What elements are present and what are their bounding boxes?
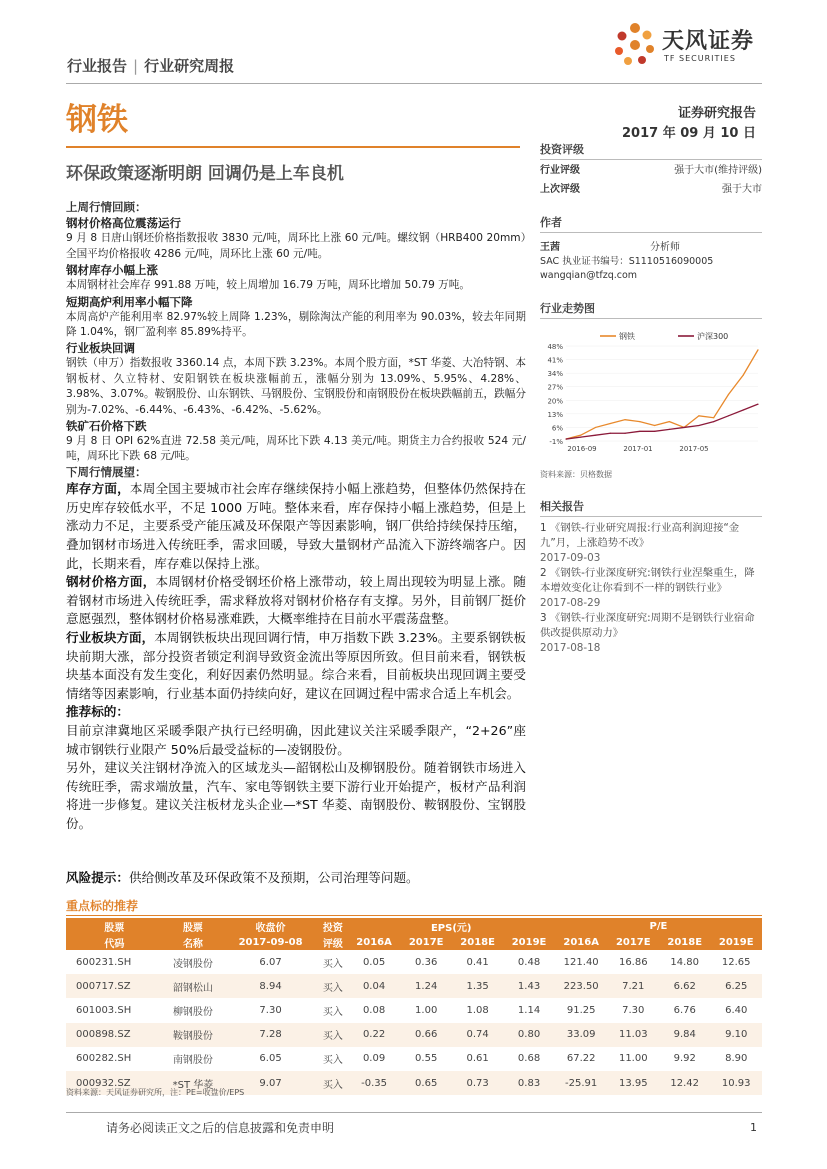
table-cell: 0.36: [415, 956, 438, 968]
footer-divider: [66, 1112, 762, 1113]
table-cell: 9.92: [673, 1053, 696, 1065]
table-cell: 8.94: [223, 974, 318, 998]
risk-text: 供给侧改革及环保政策不及预期，公司治理等问题。: [128, 870, 419, 885]
legend-label: 沪深300: [697, 332, 729, 341]
main-content: [66, 200, 526, 834]
table-cell: 0.73: [452, 1071, 503, 1095]
outlook-paragraph: [66, 629, 526, 703]
data-point: [728, 415, 729, 416]
table-header: 收盘价: [223, 918, 318, 934]
title-divider: [66, 146, 520, 148]
report-date: 2017 年 09 月 10 日: [622, 126, 756, 141]
recommend-table: [66, 918, 762, 1095]
related-report[interactable]: [540, 521, 762, 566]
table-cell: 买入: [322, 1055, 343, 1067]
chart-source: 资料来源：贝格数据: [540, 470, 612, 479]
breadcrumb-separator: |: [133, 57, 139, 75]
table-cell: 0.48: [517, 956, 541, 968]
related-report-date: 2017-09-03: [540, 552, 601, 564]
table-cell: 0.66: [400, 1023, 451, 1047]
outlook-text: 本周全国主要城市社会库存继续保持小幅上涨趋势，但整体仍然保持在历史库存较低水平，不足 1000 万吨。整体来看，库存保持小幅上涨趋势，但是上涨动力不足，主要系受产能压减及环保限产等因素影响，钢厂供给持续保持压缩，叠加钢材市场进入传统旺季，需求回暖，导致大量钢材产品流入下游终端客户。因此，长期来看，库存难以保持上涨。: [66, 481, 527, 571]
table-row: [66, 998, 762, 1022]
table-cell: 67.22: [566, 1053, 596, 1065]
data-point: [654, 431, 655, 432]
table-header: 评级: [318, 934, 348, 950]
table-cell: 0.80: [503, 1023, 554, 1047]
table-cell: 33.09: [555, 1023, 608, 1047]
table-cell: 11.03: [608, 1023, 659, 1047]
table-cell: 柳钢股份: [172, 1006, 213, 1018]
page-title: 环保政策逐渐明朗 回调仍是上车良机: [66, 164, 344, 184]
table-cell: 0.41: [466, 956, 489, 968]
table-cell: 0.08: [362, 1004, 386, 1016]
table-header: EPS(元): [348, 918, 555, 934]
risk-warning: [66, 867, 419, 886]
y-tick-label: 6%: [551, 424, 563, 433]
table-header: 名称: [163, 934, 223, 950]
report-type: 证券研究报告: [677, 106, 756, 121]
table-cell: 0.22: [348, 1023, 401, 1047]
table-header: 2017-09-08: [223, 934, 318, 950]
section-text: 本周高炉产能利用率 82.97%较上周降 1.23%，剔除淘汰产能的利用率为 90.03%，较去年同期降 1.04%，钢厂盈利率 85.89%持平。: [66, 310, 526, 339]
table-cell: 鞍钢股份: [163, 1023, 223, 1047]
related-panel: [540, 498, 762, 656]
table-header: 投资: [318, 918, 348, 934]
table-row: [66, 950, 762, 974]
table-cell: 600231.SH: [76, 956, 132, 968]
table-cell: 1.00: [415, 1004, 438, 1016]
section-text: 9 月 8 日 OPI 62%直进 72.58 美元/吨，周环比下跌 4.13 美元/吨。期货主力合约报收 524 元/吨，周环比下跌 68 元/吨。: [66, 435, 526, 463]
table-cell: 9.10: [710, 1023, 762, 1047]
table-header: 2019E: [503, 934, 554, 950]
table-cell: 韶钢松山: [163, 974, 223, 998]
x-tick-label: 2017-01: [623, 445, 653, 453]
rating-panel: [540, 141, 762, 199]
sector-title: 钢铁: [66, 102, 128, 138]
table-cell: 8.90: [725, 1053, 748, 1065]
table-cell: 6.25: [710, 974, 762, 998]
table-cell: 6.40: [725, 1004, 748, 1016]
author-cert: SAC 执业证书编号：S1110516090005: [540, 256, 714, 267]
data-point: [669, 429, 670, 430]
table-cell: 12.65: [721, 956, 751, 968]
data-point: [580, 435, 581, 436]
table-row: [66, 1023, 762, 1047]
table-cell: 7.30: [622, 1004, 645, 1016]
brand-name: 天风证券: [662, 29, 755, 54]
table-cell: 000717.SZ: [66, 974, 163, 998]
table-header: 2016A: [348, 934, 401, 950]
table-cell: 223.50: [555, 974, 608, 998]
y-tick-label: 20%: [547, 397, 563, 406]
related-report-date: 2017-08-18: [540, 642, 601, 654]
related-report-date: 2017-08-29: [540, 597, 601, 609]
table-header: 2017E: [400, 934, 451, 950]
table-cell: 7.28: [223, 1023, 318, 1047]
table-header: 股票: [66, 918, 163, 934]
table-cell: 10.93: [710, 1071, 762, 1095]
table-header: 股票: [163, 918, 223, 934]
x-tick-label: 2016-09: [567, 445, 597, 453]
table-header: 2018E: [452, 934, 503, 950]
data-point: [743, 374, 744, 375]
table-header: P/E: [555, 918, 762, 934]
data-point: [698, 425, 699, 426]
table-source: 资料来源：天风证券研究所，注：PE=收盘价/EPS: [66, 1088, 245, 1097]
data-point: [713, 417, 714, 418]
table-cell: 0.83: [503, 1071, 554, 1095]
table-cell: 13.95: [608, 1071, 659, 1095]
table-cell: 0.05: [362, 956, 386, 968]
data-point: [639, 421, 640, 422]
table-divider: [66, 915, 762, 916]
table-cell: 14.80: [670, 956, 700, 968]
table-cell: 买入: [322, 958, 343, 970]
table-cell: 000932.SZ: [66, 1071, 163, 1095]
page-number: 1: [750, 1121, 757, 1134]
section-title: 钢材库存小幅上涨: [66, 263, 158, 278]
table-cell: 000898.SZ: [66, 1023, 163, 1047]
y-tick-label: -1%: [549, 438, 563, 446]
table-cell: 凌钢股份: [172, 958, 213, 970]
data-point: [654, 425, 655, 426]
data-point: [757, 404, 758, 405]
author-name: 王茜: [540, 242, 560, 253]
y-tick-label: 41%: [547, 356, 563, 365]
y-tick-label: 34%: [547, 370, 563, 379]
trend-heading: 行业走势图: [540, 300, 762, 319]
table-cell: 9.07: [223, 1071, 318, 1095]
section-title: 行业板块回调: [66, 341, 135, 356]
data-point: [610, 423, 611, 424]
table-cell: 0.55: [415, 1053, 438, 1065]
industry-rating-label: 行业评级: [540, 165, 580, 176]
data-point: [698, 415, 699, 416]
table-cell: 买入: [318, 974, 348, 998]
recommend-heading: 推荐标的：: [66, 704, 129, 720]
data-point: [595, 427, 596, 428]
data-point: [624, 433, 625, 434]
recommend-text: 目前京津冀地区采暖季限产执行已经明确，因此建议关注采暖季限产，“2+26”座城市钢铁行业限产 50%后最受益标的—凌钢股份。: [66, 723, 526, 757]
recommend-text: 另外，建议关注钢材净流入的区域龙头—韶钢松山及柳钢股份。随着钢铁市场进入传统旺季，需求端放量，汽车、家电等钢铁主要下游行业开始提产，板材产品利润将进一步修复。建议关注板材龙头企业—*ST 华菱、南钢股份、鞍钢股份、宝钢股份。: [66, 760, 526, 831]
table-row: [66, 974, 762, 998]
table-cell: 南钢股份: [172, 1055, 213, 1067]
prev-rating-value: 强于大市: [722, 184, 762, 195]
table-cell: 1.24: [400, 974, 451, 998]
table-cell: 1.14: [517, 1004, 541, 1016]
y-tick-label: 48%: [547, 343, 563, 351]
table-cell: 601003.SH: [76, 1004, 132, 1016]
table-cell: 11.00: [618, 1053, 648, 1065]
x-tick-label: 2017-05: [679, 445, 709, 453]
industry-rating-value: 强于大市(维持评级): [674, 165, 762, 176]
section-text: 本周钢材社会库存 991.88 万吨，较上周增加 16.79 万吨，周环比增加 50.79 万吨。: [66, 279, 470, 292]
header-divider: [66, 83, 762, 84]
author-heading: 作者: [540, 214, 762, 233]
table-cell: -25.91: [555, 1071, 608, 1095]
data-point: [743, 409, 744, 410]
table-cell: 6.07: [259, 956, 282, 968]
outlook-text: 本周钢材价格受钢坯价格上涨带动，较上周出现较为明显上涨。随着钢材市场进入传统旺季，需求释放将对钢材价格存有支撑。另外，目前钢厂挺价意愿强烈，整体钢材价格易涨难跌，大概率维持在目前水平震荡盘整。: [66, 574, 527, 627]
related-report[interactable]: [540, 566, 762, 611]
data-point: [624, 419, 625, 420]
data-point: [565, 438, 566, 439]
outlook-paragraph: [66, 573, 526, 629]
related-report-title[interactable]: 2 《钢铁-行业深度研究:钢铁行业涅槃重生，降本增效变化让你看到不一样的钢铁行业》: [540, 567, 755, 594]
table-header: 2019E: [710, 934, 762, 950]
outlook-paragraph: [66, 480, 526, 573]
data-point: [684, 427, 685, 428]
section-title: 短期高炉利用率小幅下降: [66, 294, 193, 309]
breadcrumb: [67, 55, 234, 76]
legend-label: 钢铁: [619, 332, 635, 341]
outlook-text: 本周钢铁板块出现回调行情，申万指数下跌 3.23%。主要系钢铁板块前期大涨，部分投资者锁定利润导致资金流出等原因所致。但目前来看，钢铁板块基本面没有发生变化，利好因素仍然明显。综合来看，目前板块出现回调主要受情绪等因素影响，行业基本面仍持续向好，建议在回调过程中需求合适上车机会。: [66, 630, 527, 701]
outlook-lead: 钢材价格方面，: [66, 574, 156, 590]
table-title: 重点标的推荐: [66, 899, 139, 913]
trend-panel: [540, 300, 762, 319]
outlook-lead: 库存方面，: [66, 481, 130, 497]
table-cell: 0.65: [400, 1071, 451, 1095]
brand-logo: [612, 22, 772, 70]
trend-chart: [540, 330, 762, 455]
data-point: [610, 433, 611, 434]
data-point: [669, 421, 670, 422]
table-header: 2017E: [608, 934, 659, 950]
table-cell: 9.84: [659, 1023, 710, 1047]
table-cell: 91.25: [566, 1004, 596, 1016]
related-report-title[interactable]: 3 《钢铁-行业深度研究:周期不是钢铁行业宿命 供改提供原动力》: [540, 612, 755, 639]
series-line-0: [566, 350, 758, 439]
table-row: [66, 1047, 762, 1071]
table-cell: 0.68: [517, 1053, 541, 1065]
table-cell: 6.05: [259, 1053, 282, 1065]
author-panel: [540, 214, 762, 283]
outlook-heading: 下周行情展望：: [66, 464, 147, 479]
related-heading: 相关报告: [540, 498, 762, 517]
table-cell: 0.04: [348, 974, 401, 998]
table-cell: 7.30: [259, 1004, 282, 1016]
data-point: [595, 435, 596, 436]
table-header: 2018E: [659, 934, 710, 950]
table-cell: 1.35: [452, 974, 503, 998]
table-cell: 7.21: [608, 974, 659, 998]
section-title: 铁矿石价格下跌: [66, 419, 147, 434]
data-point: [728, 394, 729, 395]
brand-mark-icon: [612, 22, 658, 68]
table-cell: 0.74: [452, 1023, 503, 1047]
section-text: 9 月 8 日唐山钢坯价格指数报收 3830 元/吨，周环比上涨 60 元/吨。螺纹钢（HRB400 20mm）全国平均价格报收 4286 元/吨，周环比上涨 60 元/吨。: [66, 232, 526, 260]
rating-heading: 投资评级: [540, 141, 762, 160]
table-cell: 16.86: [618, 956, 648, 968]
table-cell: 1.08: [466, 1004, 489, 1016]
section-title: 钢材价格高位震荡运行: [66, 216, 181, 231]
table-cell: -0.35: [348, 1071, 401, 1095]
author-role: 分析师: [650, 242, 680, 253]
related-report[interactable]: [540, 611, 762, 656]
table-cell: 600282.SH: [76, 1053, 132, 1065]
table-cell: *ST 华菱: [163, 1071, 223, 1095]
disclaimer-notice: 请务必阅读正文之后的信息披露和免责申明: [106, 1121, 335, 1135]
y-tick-label: 13%: [547, 410, 563, 419]
breadcrumb-sub-type: 行业研究周报: [144, 57, 235, 75]
related-report-title[interactable]: 1 《钢铁-行业研究周报:行业高利润迎接“金九”月，上涨趋势不改》: [540, 522, 740, 549]
prev-rating-label: 上次评级: [540, 184, 580, 195]
y-tick-label: 27%: [547, 383, 563, 392]
data-point: [713, 421, 714, 422]
review-heading: 上周行情回顾：: [66, 200, 147, 214]
outlook-lead: 行业板块方面，: [66, 630, 155, 646]
table-cell: 6.62: [659, 974, 710, 998]
table-cell: 买入: [318, 1071, 348, 1095]
table-cell: 买入: [322, 1006, 343, 1018]
table-header: 2016A: [555, 934, 608, 950]
table-cell: 6.76: [673, 1004, 696, 1016]
data-point: [757, 349, 758, 350]
series-line-1: [566, 404, 758, 439]
breadcrumb-report-type: 行业报告: [67, 57, 128, 75]
table-cell: 121.40: [563, 956, 599, 968]
table-cell: 0.09: [362, 1053, 386, 1065]
table-header: 代码: [66, 934, 163, 950]
table-cell: 买入: [318, 1023, 348, 1047]
table-cell: 12.42: [659, 1071, 710, 1095]
brand-name-en: TF SECURITIES: [664, 54, 736, 63]
section-text: 钢铁（申万）指数报收 3360.14 点，本周下跌 3.23%。本周个股方面，*ST 华菱、大冶特钢、本钢板材、久立特材、安阳钢铁在板块涨幅前五，涨幅分别为 13.09%、5.95%、4.28%、3.98%、3.07%。鞍钢股份、山东钢铁、马钢股份、宝钢股份和南钢股份在板块跌幅前五，跌幅分别为-7.02%、-6.44%、-6.43%、-6.42%、-5.62%。: [66, 357, 526, 416]
data-point: [580, 437, 581, 438]
data-point: [639, 431, 640, 432]
table-cell: 0.61: [466, 1053, 489, 1065]
risk-lead: 风险提示：: [66, 870, 129, 885]
table-cell: 1.43: [503, 974, 554, 998]
author-email[interactable]: wangqian@tfzq.com: [540, 270, 638, 281]
